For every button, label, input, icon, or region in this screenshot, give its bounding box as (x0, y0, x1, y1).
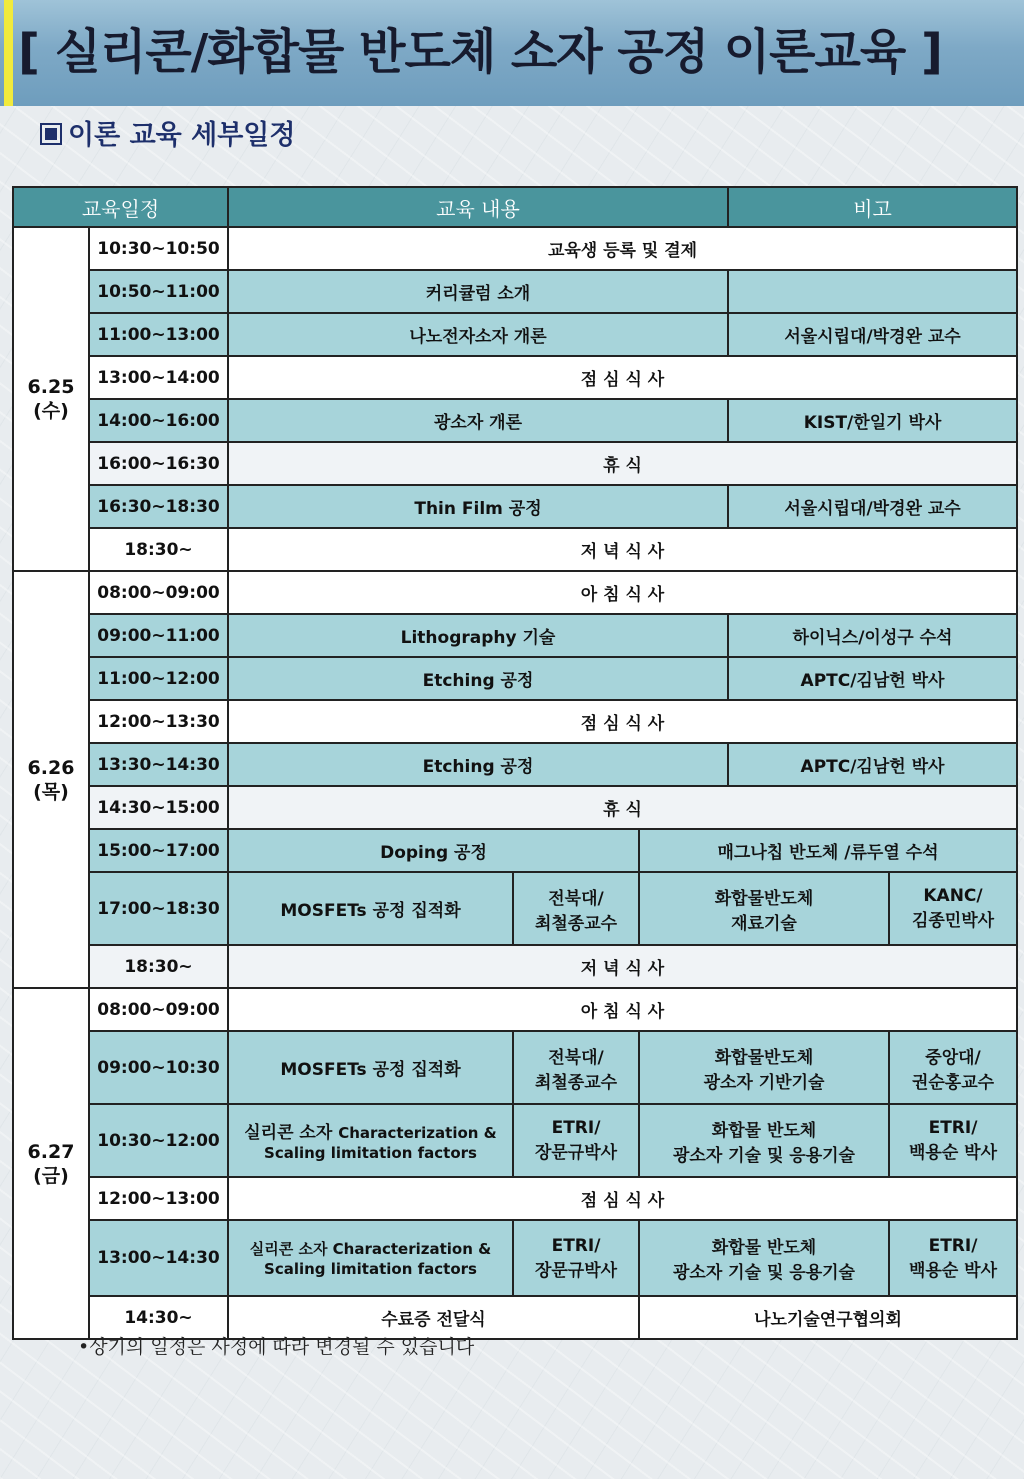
time-cell: 09:00~11:00 (89, 614, 228, 657)
date-cell: 6.25 (수) (13, 227, 89, 571)
content-cell: 화합물반도체 광소자 기반기술 (639, 1031, 889, 1104)
content-cell: 점 심 식 사 (228, 356, 1017, 399)
time-cell: 13:30~14:30 (89, 743, 228, 786)
table-row (13, 313, 1017, 356)
note-cell: ETRI/ 장문규박사 (513, 1220, 639, 1296)
table-row (13, 829, 1017, 872)
note-cell: 매그나칩 반도체 /류두열 수석 (639, 829, 1017, 872)
note-cell: ETRI/ 백용순 박사 (889, 1104, 1017, 1177)
table-row (13, 356, 1017, 399)
content-cell: 실리콘 소자 Characterization & Scaling limitation factors (228, 1220, 513, 1296)
table-row (13, 571, 1017, 614)
time-cell: 14:30~ (89, 1296, 228, 1339)
time-cell: 18:30~ (89, 528, 228, 571)
note-cell: 중앙대/ 권순홍교수 (889, 1031, 1017, 1104)
note-cell: KANC/ 김종민박사 (889, 872, 1017, 945)
schedule-table (12, 186, 1018, 1340)
note-cell: APTC/김남헌 박사 (728, 657, 1017, 700)
time-cell: 13:00~14:00 (89, 356, 228, 399)
time-cell: 08:00~09:00 (89, 571, 228, 614)
content-cell: 광소자 개론 (228, 399, 728, 442)
section-heading (40, 114, 295, 158)
time-cell: 10:30~10:50 (89, 227, 228, 270)
time-cell: 08:00~09:00 (89, 988, 228, 1031)
time-cell: 11:00~13:00 (89, 313, 228, 356)
table-row (13, 227, 1017, 270)
note-cell: ETRI/ 백용순 박사 (889, 1220, 1017, 1296)
note-cell: 나노기술연구협의회 (639, 1296, 1017, 1339)
time-cell: 09:00~10:30 (89, 1031, 228, 1104)
content-cell: Doping 공정 (228, 829, 639, 872)
time-cell: 12:00~13:00 (89, 1177, 228, 1220)
time-cell: 14:30~15:00 (89, 786, 228, 829)
section-heading-text: 이론 교육 세부일정 (68, 120, 296, 151)
table-row (13, 657, 1017, 700)
content-cell: 나노전자소자 개론 (228, 313, 728, 356)
content-cell: 저 녁 식 사 (228, 528, 1017, 571)
table-row (13, 528, 1017, 571)
note-cell: APTC/김남헌 박사 (728, 743, 1017, 786)
table-row (13, 1296, 1017, 1339)
table-row (13, 614, 1017, 657)
header-schedule: 교육일정 (13, 187, 228, 227)
time-cell: 17:00~18:30 (89, 872, 228, 945)
note-cell: 서울시립대/박경완 교수 (728, 313, 1017, 356)
table-row (13, 786, 1017, 829)
table-row (13, 399, 1017, 442)
content-cell: MOSFETs 공정 집적화 (228, 1031, 513, 1104)
table-row (13, 1031, 1017, 1104)
footnote: •상기의 일정은 사정에 따라 변경될 수 있습니다 (78, 1336, 475, 1358)
date-cell: 6.26 (목) (13, 571, 89, 988)
content-cell: Thin Film 공정 (228, 485, 728, 528)
content-cell: 아 침 식 사 (228, 571, 1017, 614)
time-cell: 15:00~17:00 (89, 829, 228, 872)
time-cell: 14:00~16:00 (89, 399, 228, 442)
table-row (13, 485, 1017, 528)
content-cell: 수료증 전달식 (228, 1296, 639, 1339)
table-row (13, 1177, 1017, 1220)
header-content: 교육 내용 (228, 187, 728, 227)
content-cell: 화합물 반도체 광소자 기술 및 응용기술 (639, 1220, 889, 1296)
content-cell: Etching 공정 (228, 743, 728, 786)
time-cell: 18:30~ (89, 945, 228, 988)
square-bullet-icon (40, 123, 62, 145)
time-cell: 16:00~16:30 (89, 442, 228, 485)
content-cell: 커리큘럼 소개 (228, 270, 728, 313)
content-cell: 화합물반도체 재료기술 (639, 872, 889, 945)
note-cell: 전북대/ 최철종교수 (513, 872, 639, 945)
table-row (13, 1220, 1017, 1296)
time-cell: 12:00~13:30 (89, 700, 228, 743)
content-cell: 휴 식 (228, 442, 1017, 485)
note-cell: ETRI/ 장문규박사 (513, 1104, 639, 1177)
content-cell: Etching 공정 (228, 657, 728, 700)
content-cell: 아 침 식 사 (228, 988, 1017, 1031)
page-title: [ 실리콘/화합물 반도체 소자 공정 이론교육 ] (18, 24, 942, 80)
time-cell: 10:50~11:00 (89, 270, 228, 313)
time-cell: 10:30~12:00 (89, 1104, 228, 1177)
date-cell: 6.27 (금) (13, 988, 89, 1339)
table-row (13, 872, 1017, 945)
note-cell: 전북대/ 최철종교수 (513, 1031, 639, 1104)
content-cell: 점 심 식 사 (228, 1177, 1017, 1220)
time-cell: 16:30~18:30 (89, 485, 228, 528)
table-row (13, 743, 1017, 786)
note-cell: KIST/한일기 박사 (728, 399, 1017, 442)
content-cell: MOSFETs 공정 집적화 (228, 872, 513, 945)
table-row (13, 945, 1017, 988)
header-note: 비고 (728, 187, 1017, 227)
table-row (13, 700, 1017, 743)
content-cell: 교육생 등록 및 결제 (228, 227, 1017, 270)
accent-stripe (4, 0, 13, 106)
table-row (13, 442, 1017, 485)
content-cell: 실리콘 소자 Characterization & Scaling limitation factors (228, 1104, 513, 1177)
time-cell: 11:00~12:00 (89, 657, 228, 700)
note-cell (728, 270, 1017, 313)
note-cell: 하이닉스/이성구 수석 (728, 614, 1017, 657)
content-cell: Lithography 기술 (228, 614, 728, 657)
table-row (13, 1104, 1017, 1177)
table-row (13, 270, 1017, 313)
title-banner (0, 0, 1024, 106)
content-cell: 저 녁 식 사 (228, 945, 1017, 988)
content-cell: 점 심 식 사 (228, 700, 1017, 743)
note-cell: 서울시립대/박경완 교수 (728, 485, 1017, 528)
table-row (13, 988, 1017, 1031)
content-cell: 화합물 반도체 광소자 기술 및 응용기술 (639, 1104, 889, 1177)
time-cell: 13:00~14:30 (89, 1220, 228, 1296)
content-cell: 휴 식 (228, 786, 1017, 829)
